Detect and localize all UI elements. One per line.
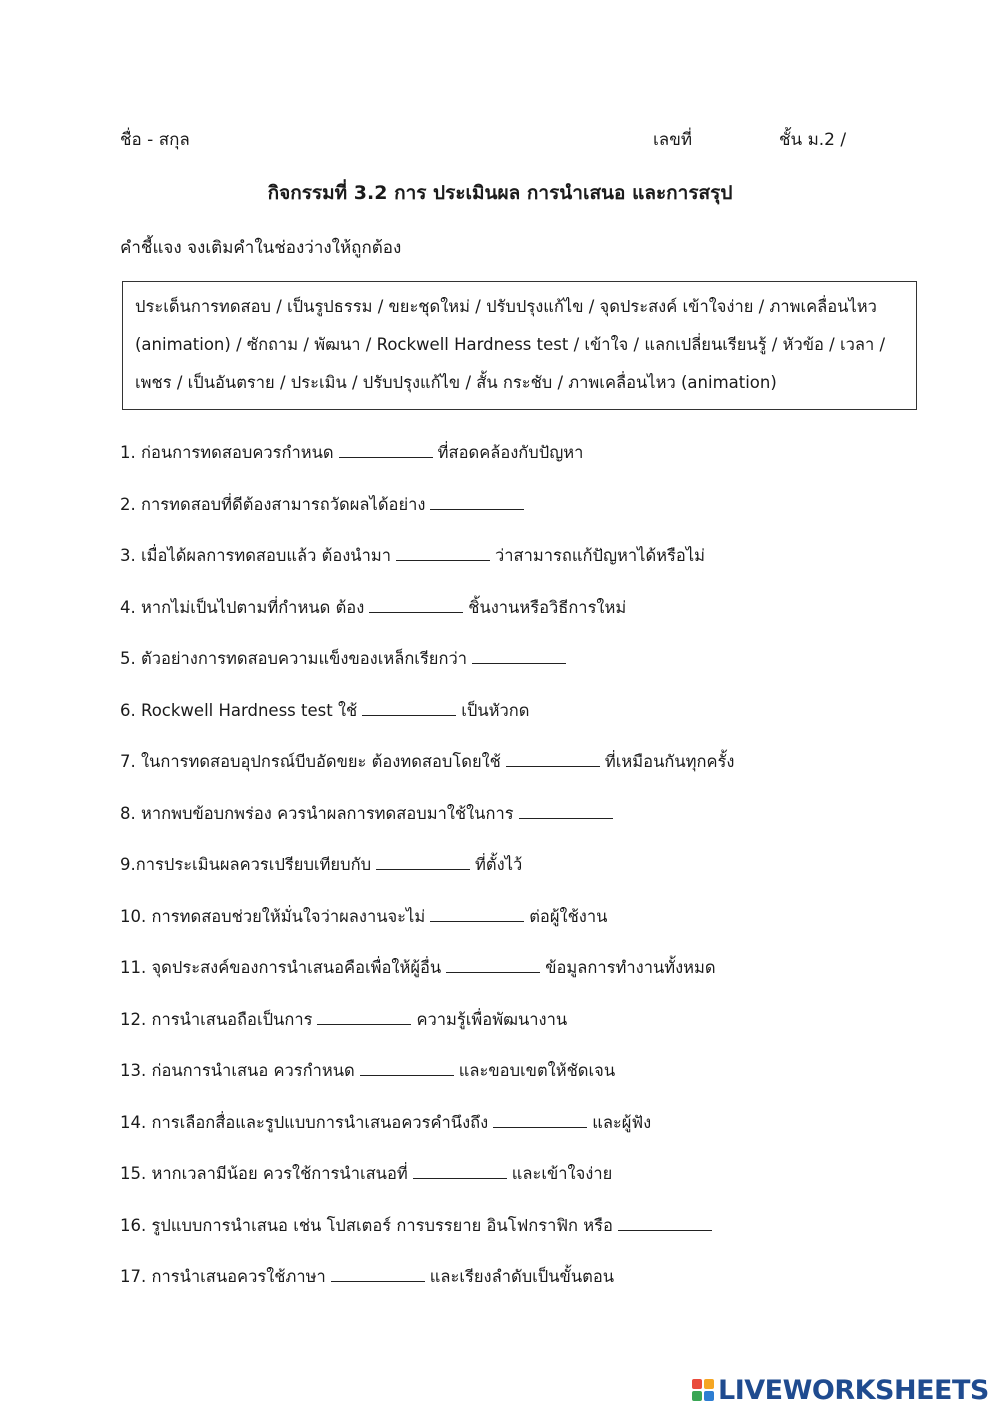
question-text: 7. ในการทดสอบอุปกรณ์บีบอัดขยะ ต้องทดสอบโดยใช้: [120, 752, 501, 771]
word-bank-line: เพชร / เป็นอันตราย / ประเมิน / ปรับปรุงแก้ไข / สั้น กระชับ / ภาพเคลื่อนไหว (animation): [135, 373, 777, 392]
question-3: [120, 543, 705, 569]
question-text: 16. รูปแบบการนำเสนอ เช่น โปสเตอร์ การบรรยาย อินโฟกราฟิก หรือ: [120, 1215, 613, 1235]
number-label: เลขที่: [653, 130, 693, 150]
question-text-after: ที่ตั้งไว้: [475, 855, 523, 874]
worksheet-title: กิจกรรมที่ 3.2 การ ประเมินผล การนำเสนอ และการสรุป: [267, 182, 733, 204]
answer-blank[interactable]: [317, 1010, 411, 1025]
answer-blank[interactable]: [446, 958, 540, 973]
question-text: 4. หากไม่เป็นไปตามที่กำหนด ต้อง: [120, 597, 365, 617]
question-4: [120, 595, 626, 621]
question-text-after: ความรู้เพื่อพัฒนางาน: [416, 1009, 568, 1029]
question-text: 11. จุดประสงค์ของการนำเสนอคือเพื่อให้ผู้อื่น: [120, 958, 442, 977]
question-text: 12. การนำเสนอถือเป็นการ: [120, 1009, 313, 1029]
answer-blank[interactable]: [472, 649, 566, 664]
word-bank-line: (animation) / ซักถาม / พัฒนา / Rockwell Hardness test / เข้าใจ / แลกเปลี่ยนเรียนรู้ / หัวข้อ / เวลา /: [135, 335, 886, 354]
question-text: 1. ก่อนการทดสอบควรกำหนด: [120, 443, 334, 462]
question-text: 5. ตัวอย่างการทดสอบความแข็งของเหล็กเรียกว่า: [120, 649, 467, 668]
answer-blank[interactable]: [369, 598, 463, 613]
word-bank-box: [122, 281, 917, 410]
answer-blank[interactable]: [430, 907, 524, 922]
question-15: [120, 1161, 612, 1187]
question-text: 8. หากพบข้อบกพร่อง ควรนำผลการทดสอบมาใช้ในการ: [120, 803, 514, 823]
question-text-after: เป็นหัวกด: [461, 700, 530, 720]
question-text: 14. การเลือกสื่อและรูปแบบการนำเสนอควรคำนึงถึง: [120, 1112, 489, 1132]
question-9: [120, 852, 522, 878]
question-text: 9.การประเมินผลควรเปรียบเทียบกับ: [120, 855, 372, 874]
question-10: [120, 904, 607, 930]
logo-text: LIVEWORKSHEETS: [718, 1374, 989, 1406]
answer-blank[interactable]: [396, 546, 490, 561]
word-bank-line: ประเด็นการทดสอบ / เป็นรูปธรรม / ขยะชุดใหม่ / ปรับปรุงแก้ไข / จุดประสงค์ เข้าใจง่าย / ภาพเคลื่อนไหว: [135, 297, 877, 316]
answer-blank[interactable]: [360, 1061, 454, 1076]
class-label: ชั้น ม.2 /: [779, 130, 847, 150]
question-text-after: ที่สอดคล้องกับปัญหา: [437, 443, 584, 462]
question-text-after: และขอบเขตให้ชัดเจน: [458, 1061, 616, 1080]
question-5: [120, 646, 571, 672]
question-text: 17. การนำเสนอควรใช้ภาษา: [120, 1267, 326, 1286]
question-6: [120, 698, 529, 724]
question-text-after: ข้อมูลการทำงานทั้งหมด: [545, 958, 716, 977]
question-1: [120, 440, 583, 466]
answer-blank[interactable]: [339, 443, 433, 458]
answer-blank[interactable]: [376, 855, 470, 870]
instruction-text: คำชี้แจง จงเติมคำในช่องว่างให้ถูกต้อง: [120, 238, 402, 258]
question-text: 3. เมื่อได้ผลการทดสอบแล้ว ต้องนำมา: [120, 546, 391, 565]
question-2: [120, 492, 529, 518]
answer-blank[interactable]: [493, 1113, 587, 1128]
question-text-after: ต่อผู้ใช้งาน: [529, 906, 608, 926]
question-text-after: และผู้ฟัง: [592, 1112, 652, 1132]
question-text: 10. การทดสอบช่วยให้มั่นใจว่าผลงานจะไม่: [120, 906, 426, 926]
question-text-after: ว่าสามารถแก้ปัญหาได้หรือไม่: [495, 546, 705, 565]
question-11: [120, 955, 716, 981]
question-12: [120, 1007, 567, 1033]
question-text-after: ที่เหมือนกันทุกครั้ง: [604, 752, 735, 771]
answer-blank[interactable]: [331, 1267, 425, 1282]
answer-blank[interactable]: [618, 1216, 712, 1231]
answer-blank[interactable]: [519, 804, 613, 819]
question-text: 2. การทดสอบที่ดีต้องสามารถวัดผลได้อย่าง: [120, 494, 426, 514]
logo-icon: [692, 1379, 714, 1401]
answer-blank[interactable]: [362, 701, 456, 716]
answer-blank[interactable]: [413, 1164, 507, 1179]
answer-blank[interactable]: [430, 495, 524, 510]
question-7: [120, 749, 734, 775]
question-text-after: และเข้าใจง่าย: [511, 1164, 613, 1183]
question-text-after: และเรียงลำดับเป็นขั้นตอน: [429, 1267, 615, 1286]
question-8: [120, 801, 618, 827]
question-16: [120, 1213, 717, 1239]
answer-blank[interactable]: [506, 752, 600, 767]
question-text: 13. ก่อนการนำเสนอ ควรกำหนด: [120, 1061, 355, 1080]
question-text: 15. หากเวลามีน้อย ควรใช้การนำเสนอที่: [120, 1164, 408, 1183]
question-text: 6. Rockwell Hardness test ใช้: [120, 700, 358, 720]
name-label: ชื่อ - สกุล: [120, 130, 190, 150]
question-17: [120, 1264, 614, 1290]
question-text-after: ชิ้นงานหรือวิธีการใหม่: [468, 597, 627, 617]
liveworksheets-logo: [692, 1376, 989, 1404]
question-14: [120, 1110, 651, 1136]
question-13: [120, 1058, 615, 1084]
